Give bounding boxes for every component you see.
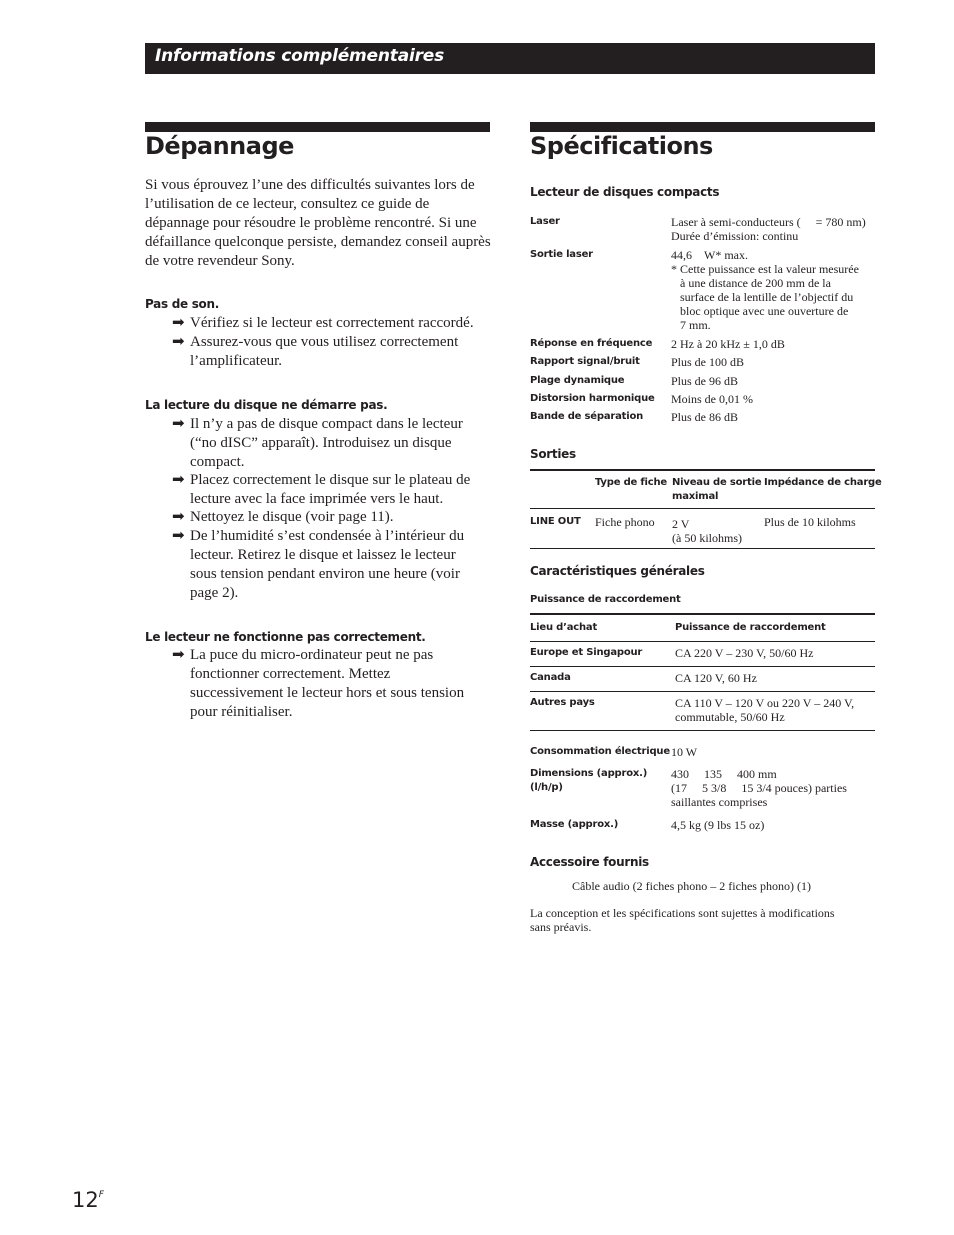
depannage-intro: Si vous éprouvez l’une des difficultés suivantes lors de l’utilisation de ce lecteur, consultez ce guide de dépannage pour résoudre le problème rencontré. Si une défaillance quelconque persiste, demandez conseil auprès de votre revendeur Sony. [145,177,491,269]
accessories-heading: Accessoire fournis [530,855,649,869]
specifications-title: Spécifications [530,132,713,160]
arrow-right-icon: ➡ [172,528,185,544]
table-cell: Autres pays [530,697,595,708]
spec-value: Plus de 100 dB [671,355,745,369]
spec-value: saillantes comprises [671,795,768,809]
table-cell: Fiche phono [595,515,655,529]
section-header-bar [145,43,875,74]
spec-value: Plus de 96 dB [671,374,739,388]
spec-label: Bande de séparation [530,411,644,422]
power-heading: Puissance de raccordement [530,594,681,605]
table-cell: (à 50 kilohms) [672,531,742,545]
arrow-right-icon: ➡ [172,472,185,488]
spec-note: surface de la lentille de l’objectif du [680,290,854,304]
table-header: maximal [672,491,719,502]
table-header: Niveau de sortie [672,477,762,488]
spec-value: 4,5 kg (9 lbs 15 oz) [671,818,765,832]
table-header: Type de fiche [595,477,668,488]
spec-label: Dimensions (approx.) [530,768,648,779]
problem-title-no-sound: Pas de son. [145,297,219,311]
spec-label: Réponse en fréquence [530,338,653,349]
spec-label: Consommation électrique [530,746,670,757]
solution-item: ➡ Vérifiez si le lecteur est correctement raccordé. [172,315,474,331]
page-number: $12^F$ [72,1188,104,1212]
spec-label: Rapport signal/bruit [530,356,640,367]
spec-note: bloc optique avec une ouverture de [680,304,849,318]
table-divider [530,730,875,731]
problem-title-malfunction: Le lecteur ne fonctionne pas correctement. [145,630,426,644]
spec-value: 44,6 W* max. [671,248,748,262]
spec-label: Laser [530,216,560,227]
disclaimer: La conception et les spécifications sont sujettes à modifications [530,906,835,920]
spec-value: 10 W [671,745,698,759]
spec-value: Moins de 0,01 % [671,392,753,406]
specifications-rule [530,122,875,132]
spec-note: Cette puissance est la valeur mesurée [680,262,859,276]
table-cell: commutable, 50/60 Hz [675,710,785,724]
spec-label: (l/h/p) [530,782,563,793]
table-divider [530,548,875,549]
table-cell: LINE OUT [530,516,581,527]
section-title: Informations complémentaires [155,46,445,66]
solution-item: ➡ Placez correctement le disque sur le plateau de lecture avec la face imprimée vers le haut. [172,472,471,507]
cd-player-heading: Lecteur de disques compacts [530,185,720,199]
table-divider [530,641,875,642]
spec-value: 430 135 400 mm [671,767,777,781]
table-header: Puissance de raccordement [675,622,826,633]
general-heading: Caractéristiques générales [530,564,705,578]
disclaimer: sans préavis. [530,920,592,934]
solution-item: ➡ Il n’y a pas de disque compact dans le lecteur (“no dISC” apparaît). Introduisez un disque compact. [172,416,463,470]
table-cell: Canada [530,672,571,683]
table-cell: 2 V [672,517,690,531]
depannage-rule [145,122,490,132]
spec-value: Durée d’émission: continu [671,229,799,243]
arrow-right-icon: ➡ [172,647,185,663]
spec-label: Plage dynamique [530,375,625,386]
table-divider [530,666,875,667]
table-cell: Europe et Singapour [530,647,643,658]
solution-item: ➡ De l’humidité s’est condensée à l’intérieur du lecteur. Retirez le disque et laissez le lecteur sous tension pendant environ une heure (voir page 2). [172,528,465,601]
page-suffix: F [98,1190,104,1200]
table-cell: Plus de 10 kilohms [764,515,856,529]
arrow-right-icon: ➡ [172,334,185,350]
spec-label: Masse (approx.) [530,819,619,830]
table-rule [530,469,875,471]
table-header: Impédance de charge [764,477,882,488]
outputs-heading: Sorties [530,447,576,461]
accessory-item: Câble audio (2 fiches phono – 2 fiches phono) (1) [572,879,811,893]
depannage-title: Dépannage [145,132,294,160]
table-cell: CA 120 V, 60 Hz [675,671,757,685]
arrow-right-icon: ➡ [172,509,185,525]
solution-item: ➡ Assurez-vous que vous utilisez correctement l’amplificateur. [172,334,459,369]
spec-label: Sortie laser [530,249,593,260]
spec-label: Distorsion harmonique [530,393,655,404]
table-header: Lieu d’achat [530,622,598,633]
table-divider [530,691,875,692]
spec-value: (17 5 3/8 15 3/4 pouces) parties [671,781,847,795]
table-rule [530,613,875,615]
spec-value: Plus de 86 dB [671,410,739,424]
table-divider [530,508,875,509]
table-cell: CA 110 V – 120 V ou 220 V – 240 V, [675,696,855,710]
spec-note: à une distance de 200 mm de la [680,276,831,290]
footnote-marker: * [671,262,677,276]
spec-value: Laser à semi-conducteurs ( = 780 nm) [671,215,866,229]
spec-value: 2 Hz à 20 kHz ± 1,0 dB [671,337,785,351]
problem-title-no-playback: La lecture du disque ne démarre pas. [145,398,388,412]
spec-note: 7 mm. [680,318,711,332]
arrow-right-icon: ➡ [172,416,185,432]
solution-item: ➡ La puce du micro-ordinateur peut ne pas fonctionner correctement. Mettez successivement le lecteur hors et sous tension pour réinitialiser. [172,647,465,720]
solution-item: ➡ Nettoyez le disque (voir page 11). [172,509,394,525]
arrow-right-icon: ➡ [172,315,185,331]
table-cell: CA 220 V – 230 V, 50/60 Hz [675,646,814,660]
